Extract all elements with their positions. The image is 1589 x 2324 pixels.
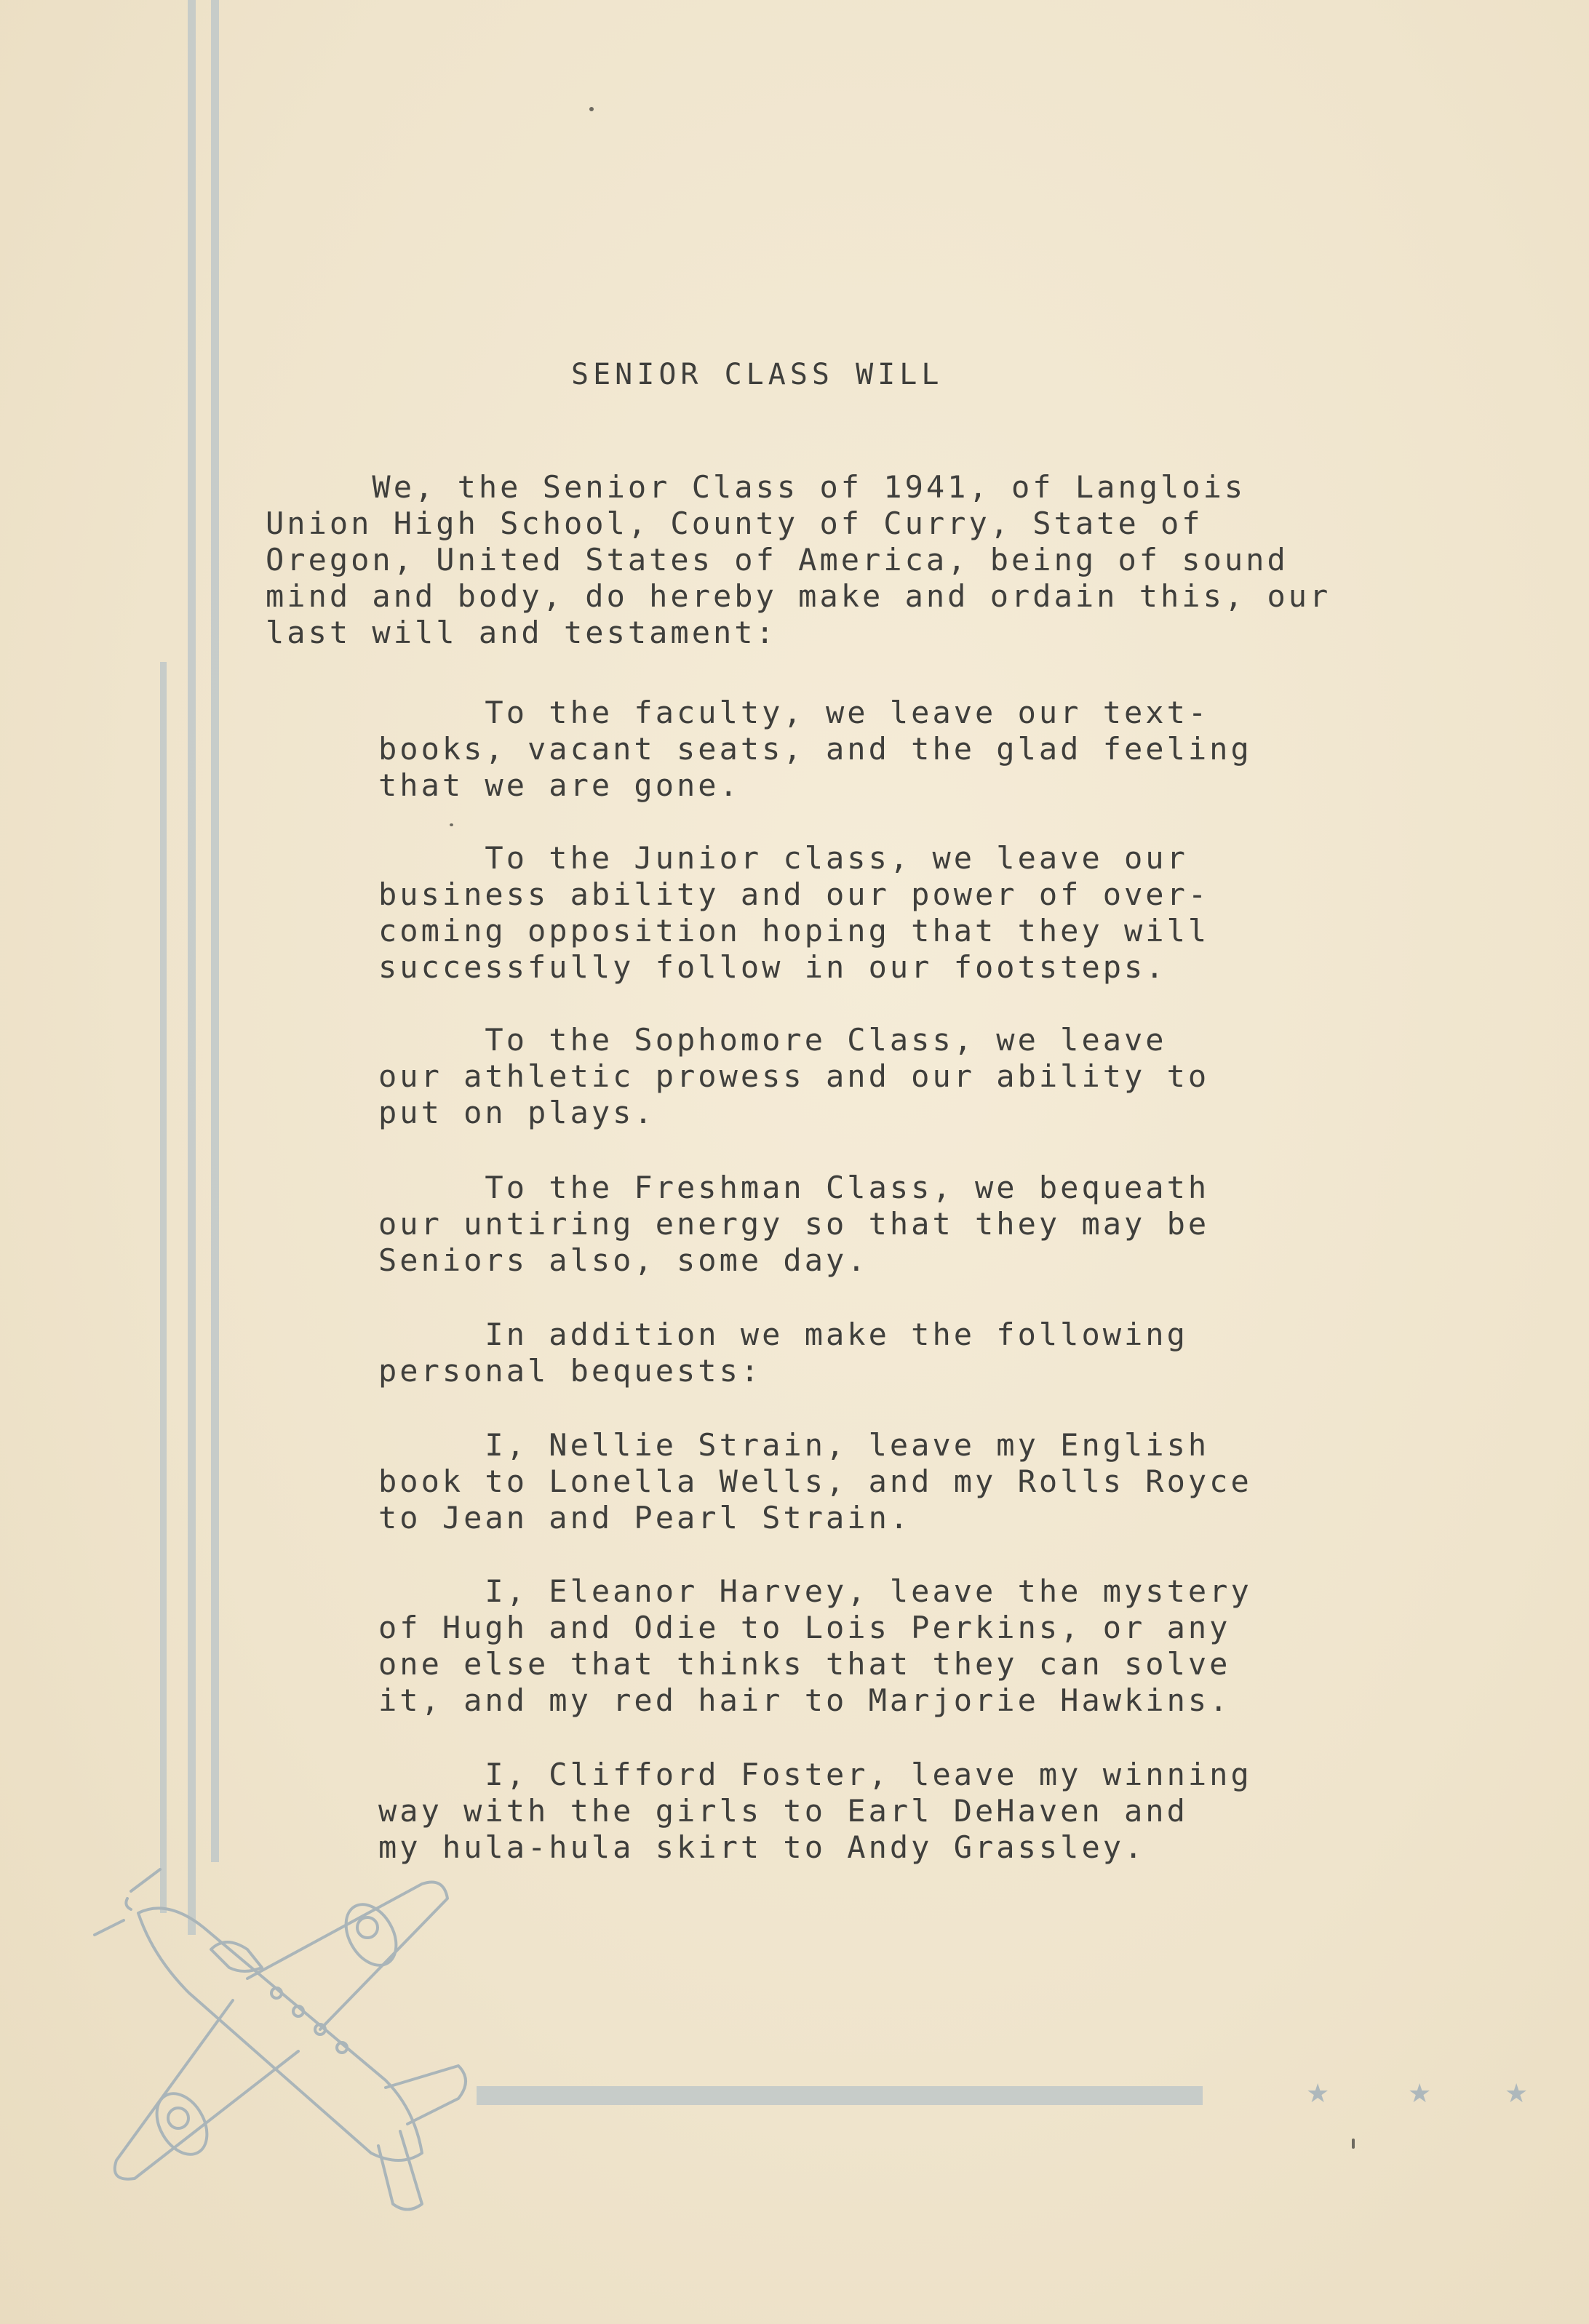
paragraph-freshman-class: To the Freshman Class, we bequeath our untiring energy so that they may be Seniors also, some day. — [378, 1170, 1210, 1278]
left-vertical-stripe-2 — [211, 0, 219, 1862]
bottom-horizontal-stripe — [477, 2086, 1203, 2105]
paper-speck — [450, 823, 453, 826]
left-vertical-stripe-3 — [160, 662, 167, 1913]
paragraph-clifford-foster: I, Clifford Foster, leave my winning way with the girls to Earl DeHaven and my hula-hula skirt to Andy Grassley. — [378, 1757, 1252, 1865]
paragraph-faculty: To the faculty, we leave our text- books, vacant seats, and the glad feeling that we are gone. — [378, 695, 1252, 803]
paragraph-junior-class: To the Junior class, we leave our business ability and our power of over- coming opposition hoping that they will successfully follow in our footsteps. — [378, 840, 1210, 985]
paragraph-personal-bequests: In addition we make the following personal bequests: — [378, 1317, 1188, 1389]
document-title: SENIOR CLASS WILL — [571, 358, 944, 391]
left-vertical-stripe-1 — [188, 0, 196, 1935]
paragraph-nellie-strain: I, Nellie Strain, leave my English book to Lonella Wells, and my Rolls Royce to Jean and Pearl Strain. — [378, 1427, 1252, 1536]
paragraph-preamble: We, the Senior Class of 1941, of Langlois Union High School, County of Curry, State of Oregon, United States of America, being of sound mind and body, do hereby make and ordain this, our last will and testament: — [266, 469, 1331, 650]
star-icon: ★ — [1505, 2079, 1529, 2109]
paragraph-sophomore-class: To the Sophomore Class, we leave our athletic prowess and our ability to put on plays. — [378, 1022, 1210, 1130]
paper-speck — [1352, 2139, 1355, 2149]
airplane-illustration — [80, 1848, 487, 2240]
paper-speck — [589, 107, 594, 111]
star-icon: ★ — [1306, 2079, 1330, 2109]
star-icon: ★ — [1408, 2079, 1432, 2109]
paragraph-eleanor-harvey: I, Eleanor Harvey, leave the mystery of Hugh and Odie to Lois Perkins, or any one else that thinks that they can solve it, and my red hair to Marjorie Hawkins. — [378, 1573, 1252, 1718]
